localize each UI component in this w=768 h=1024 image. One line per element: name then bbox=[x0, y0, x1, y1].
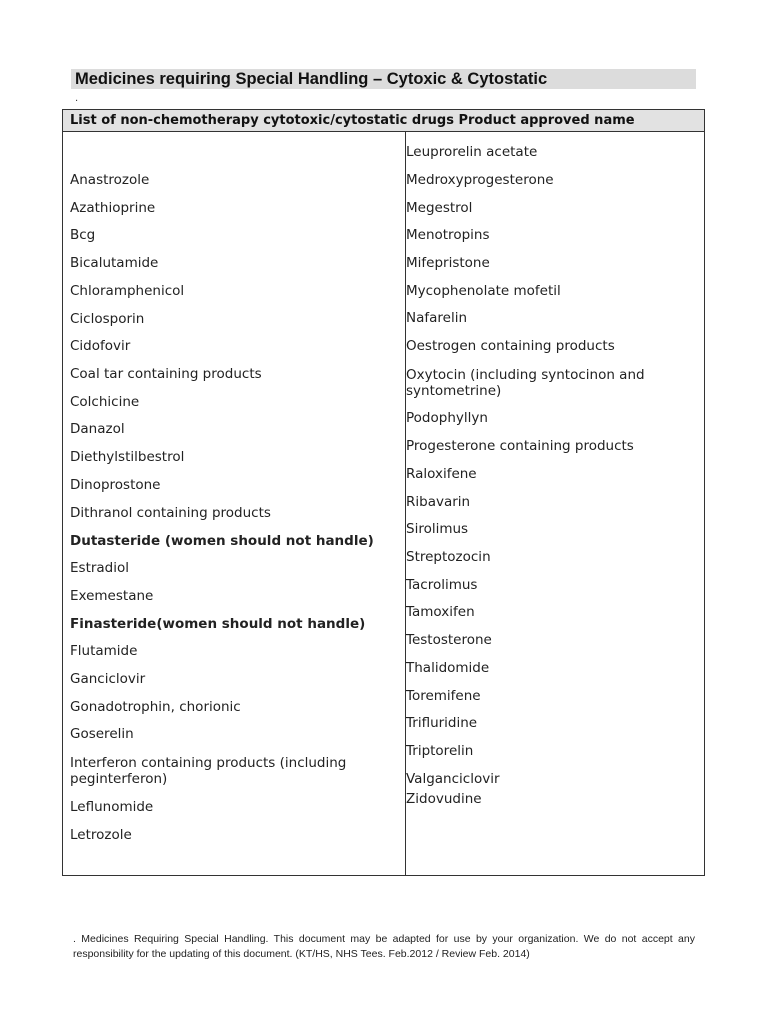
drug-item: Bcg bbox=[70, 227, 96, 243]
drug-item: Podophyllyn bbox=[406, 410, 488, 426]
drug-item: Dinoprostone bbox=[70, 477, 161, 493]
stray-dot: . bbox=[75, 93, 79, 104]
drug-table bbox=[62, 109, 705, 876]
drug-item: Triptorelin bbox=[406, 743, 474, 759]
drug-item: Diethylstilbestrol bbox=[70, 449, 185, 465]
drug-item: Raloxifene bbox=[406, 466, 477, 482]
drug-item-continued: peginterferon) bbox=[70, 771, 168, 787]
drug-item: Dithranol containing products bbox=[70, 505, 271, 521]
drug-item: Megestrol bbox=[406, 200, 473, 216]
drug-item: Menotropins bbox=[406, 227, 490, 243]
drug-item: Oestrogen containing products bbox=[406, 338, 615, 354]
drug-item: Mifepristone bbox=[406, 255, 490, 271]
drug-item-warning: Dutasteride (women should not handle) bbox=[70, 533, 374, 549]
drug-item: Tacrolimus bbox=[406, 577, 478, 593]
drug-item: Leflunomide bbox=[70, 799, 154, 815]
drug-item: Estradiol bbox=[70, 560, 130, 576]
drug-item: Coal tar containing products bbox=[70, 366, 262, 382]
drug-item: Valganciclovir bbox=[406, 771, 500, 787]
drug-item: Sirolimus bbox=[406, 521, 469, 537]
drug-item: Toremifene bbox=[406, 688, 481, 704]
drug-item: Ribavarin bbox=[406, 494, 471, 510]
drug-item: Tamoxifen bbox=[406, 604, 475, 620]
document-title: Medicines requiring Special Handling – Cytoxic & Cytostatic bbox=[75, 70, 548, 88]
drug-item: Azathioprine bbox=[70, 200, 156, 216]
drug-item: Flutamide bbox=[70, 643, 138, 659]
drug-item: Interferon containing products (including bbox=[70, 755, 347, 771]
drug-item: Thalidomide bbox=[406, 660, 490, 676]
footer-disclaimer: . Medicines Requiring Special Handling. This document may be adapted for use by your organization. We do not accept any responsibility for the updating of this document. (KT/HS, NHS Tees. Feb.2012 / Review Feb. 2014) bbox=[73, 933, 695, 960]
drug-item: Goserelin bbox=[70, 726, 134, 742]
drug-item: Medroxyprogesterone bbox=[406, 172, 554, 188]
drug-item: Testosterone bbox=[406, 632, 492, 648]
drug-item: Anastrozole bbox=[70, 172, 150, 188]
drug-item: Zidovudine bbox=[406, 791, 482, 807]
drug-item: Cidofovir bbox=[70, 338, 131, 354]
drug-item: Ciclosporin bbox=[70, 311, 145, 327]
drug-item: Oxytocin (including syntocinon and bbox=[406, 367, 645, 383]
drug-item: Chloramphenicol bbox=[70, 283, 185, 299]
drug-item: Ganciclovir bbox=[70, 671, 146, 687]
drug-item-continued: syntometrine) bbox=[406, 383, 502, 399]
drug-item: Nafarelin bbox=[406, 310, 468, 326]
drug-item: Colchicine bbox=[70, 394, 140, 410]
drug-item: Gonadotrophin, chorionic bbox=[70, 699, 241, 715]
drug-item: Mycophenolate mofetil bbox=[406, 283, 561, 299]
drug-item: Bicalutamide bbox=[70, 255, 159, 271]
table-header-label: List of non-chemotherapy cytotoxic/cytostatic drugs Product approved name bbox=[70, 113, 635, 128]
drug-item: Streptozocin bbox=[406, 549, 491, 565]
drug-item: Exemestane bbox=[70, 588, 154, 604]
table-header bbox=[63, 110, 704, 132]
drug-item: Trifluridine bbox=[406, 715, 478, 731]
drug-item-warning: Finasteride(women should not handle) bbox=[70, 616, 366, 632]
drug-item: Letrozole bbox=[70, 827, 132, 843]
drug-item: Danazol bbox=[70, 421, 125, 437]
drug-item: Leuprorelin acetate bbox=[406, 144, 538, 160]
drug-item: Progesterone containing products bbox=[406, 438, 634, 454]
